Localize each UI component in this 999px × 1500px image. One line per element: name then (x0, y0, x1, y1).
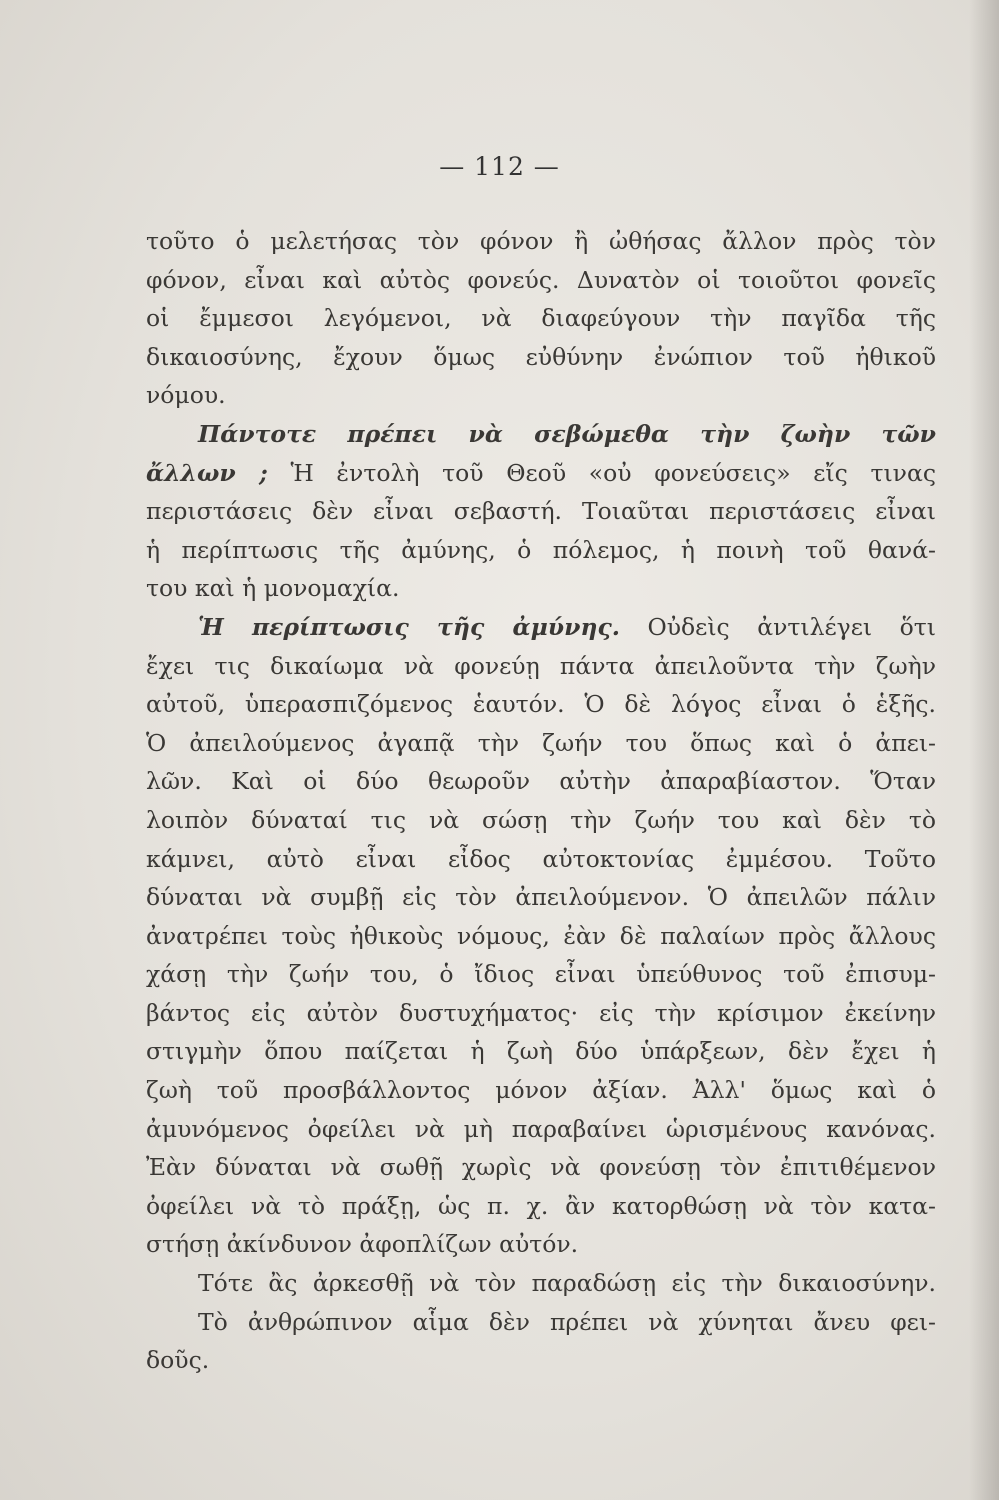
text-line (146, 569, 936, 608)
line-text: περιστάσεις δὲν εἶναι σεβαστή. Τοιαῦται περιστάσεις εἶναι (146, 497, 936, 526)
text-line (146, 338, 936, 377)
text-line (146, 222, 936, 261)
text-line (146, 762, 936, 801)
line-text: ἀνατρέπει τοὺς ἠθικοὺς νόμους, ἐὰν δὲ παλαίων πρὸς ἄλλους (146, 921, 936, 950)
text-line (146, 1032, 936, 1071)
line-text: Τότε ἂς ἀρκεσθῇ νὰ τὸν παραδώσῃ εἰς τὴν δικαιοσύνην. (198, 1269, 936, 1298)
line-text: ὀφείλει νὰ τὸ πράξῃ, ὡς π. χ. ἂν κατορθώσῃ νὰ τὸν κατα- (146, 1191, 936, 1220)
emphasis: Πάντοτε πρέπει νὰ σεβώμεθα τὴν ζωὴν τῶν (198, 419, 936, 448)
line-text: ἔχει τις δικαίωμα νὰ φονεύῃ πάντα ἀπειλοῦντα τὴν ζωὴν (146, 651, 936, 680)
line-text: ζωὴ τοῦ προσβάλλοντος μόνον ἀξίαν. Ἀλλ' ὅμως καὶ ὁ (146, 1076, 936, 1105)
emphasis: ἄλλων ; (146, 458, 268, 487)
line-text: Ὁ ἀπειλούμενος ἀγαπᾷ τὴν ζωήν του ὅπως καὶ ὁ ἀπει- (146, 728, 936, 757)
line-text: χάσῃ τὴν ζωήν του, ὁ ἴδιος εἶναι ὑπεύθυνος τοῦ ἐπισυμ- (146, 960, 936, 989)
text-line (146, 647, 936, 686)
line-text: λῶν. Καὶ οἱ δύο θεωροῦν αὐτὴν ἀπαραβίαστον. Ὅταν (146, 767, 936, 796)
section-heading (146, 415, 936, 454)
text-line (146, 994, 936, 1033)
line-text: λοιπὸν δύναταί τις νὰ σώσῃ τὴν ζωήν του καὶ δὲν τὸ (146, 805, 936, 834)
text-line (146, 1071, 936, 1110)
line-text: στήσῃ ἀκίνδυνον ἀφοπλίζων αὐτόν. (146, 1230, 579, 1259)
text-line (146, 299, 936, 338)
text-line (146, 878, 936, 917)
line-text: Οὐδεὶς ἀντιλέγει ὅτι (619, 612, 936, 641)
text-line (146, 1187, 936, 1226)
section-heading (146, 608, 936, 647)
line-text: φόνον, εἶναι καὶ αὐτὸς φονεύς. Δυνατὸν οἱ τοιοῦτοι φονεῖς (146, 265, 936, 294)
text-line (146, 801, 936, 840)
line-text: ἡ περίπτωσις τῆς ἀμύνης, ὁ πόλεμος, ἡ ποινὴ τοῦ θανά- (146, 535, 936, 564)
text-line (146, 724, 936, 763)
text-line (146, 1225, 936, 1264)
text-line (146, 840, 936, 879)
line-text: οἱ ἔμμεσοι λεγόμενοι, νὰ διαφεύγουν τὴν παγῖδα τῆς (146, 304, 936, 333)
line-text: δικαιοσύνης, ἔχουν ὅμως εὐθύνην ἐνώπιον τοῦ ἠθικοῦ (146, 342, 936, 371)
line-text: δοῦς. (146, 1346, 210, 1375)
body-text (146, 222, 936, 1380)
line-text: Τὸ ἀνθρώπινον αἷμα δὲν πρέπει νὰ χύνηται ἄνευ φει- (198, 1307, 936, 1336)
text-line (146, 454, 936, 493)
text-line (146, 955, 936, 994)
text-line (146, 492, 936, 531)
line-text: στιγμὴν ὅπου παίζεται ἡ ζωὴ δύο ὑπάρξεων, δὲν ἔχει ἡ (146, 1037, 936, 1066)
line-text: ἀμυνόμενος ὀφείλει νὰ μὴ παραβαίνει ὡρισμένους κανόνας. (146, 1114, 936, 1143)
line-text: νόμου. (146, 381, 226, 410)
line-text: του καὶ ἡ μονομαχία. (146, 574, 400, 603)
line-text: Ἐὰν δύναται νὰ σωθῇ χωρὶς νὰ φονεύσῃ τὸν ἐπιτιθέμενον (146, 1153, 936, 1182)
text-line (146, 261, 936, 300)
line-text: κάμνει, αὐτὸ εἶναι εἶδος αὐτοκτονίας ἐμμέσου. Τοῦτο (146, 844, 936, 873)
line-text: βάντος εἰς αὐτὸν δυστυχήματος· εἰς τὴν κρίσιμον ἐκείνην (146, 998, 936, 1027)
text-line (146, 917, 936, 956)
page-edge-shadow (969, 0, 999, 1500)
text-line (146, 1110, 936, 1149)
text-line (146, 531, 936, 570)
emphasis: Ἡ περίπτωσις τῆς ἀμύνης. (198, 612, 620, 641)
text-line (146, 1341, 936, 1380)
text-line (146, 1303, 936, 1342)
text-line (146, 1148, 936, 1187)
line-text: δύναται νὰ συμβῇ εἰς τὸν ἀπειλούμενον. Ὁ ἀπειλῶν πάλιν (146, 883, 936, 912)
text-line (146, 1264, 936, 1303)
text-line (146, 685, 936, 724)
page-number: — 112 — (439, 152, 560, 181)
line-text: αὐτοῦ, ὑπερασπιζόμενος ἑαυτόν. Ὁ δὲ λόγος εἶναι ὁ ἑξῆς. (146, 690, 936, 719)
line-text: Ἡ ἐντολὴ τοῦ Θεοῦ «οὐ φονεύσεις» εἴς τινας (267, 458, 936, 487)
text-line (146, 376, 936, 415)
line-text: τοῦτο ὁ μελετήσας τὸν φόνον ἢ ὠθήσας ἄλλον πρὸς τὸν (146, 227, 936, 255)
